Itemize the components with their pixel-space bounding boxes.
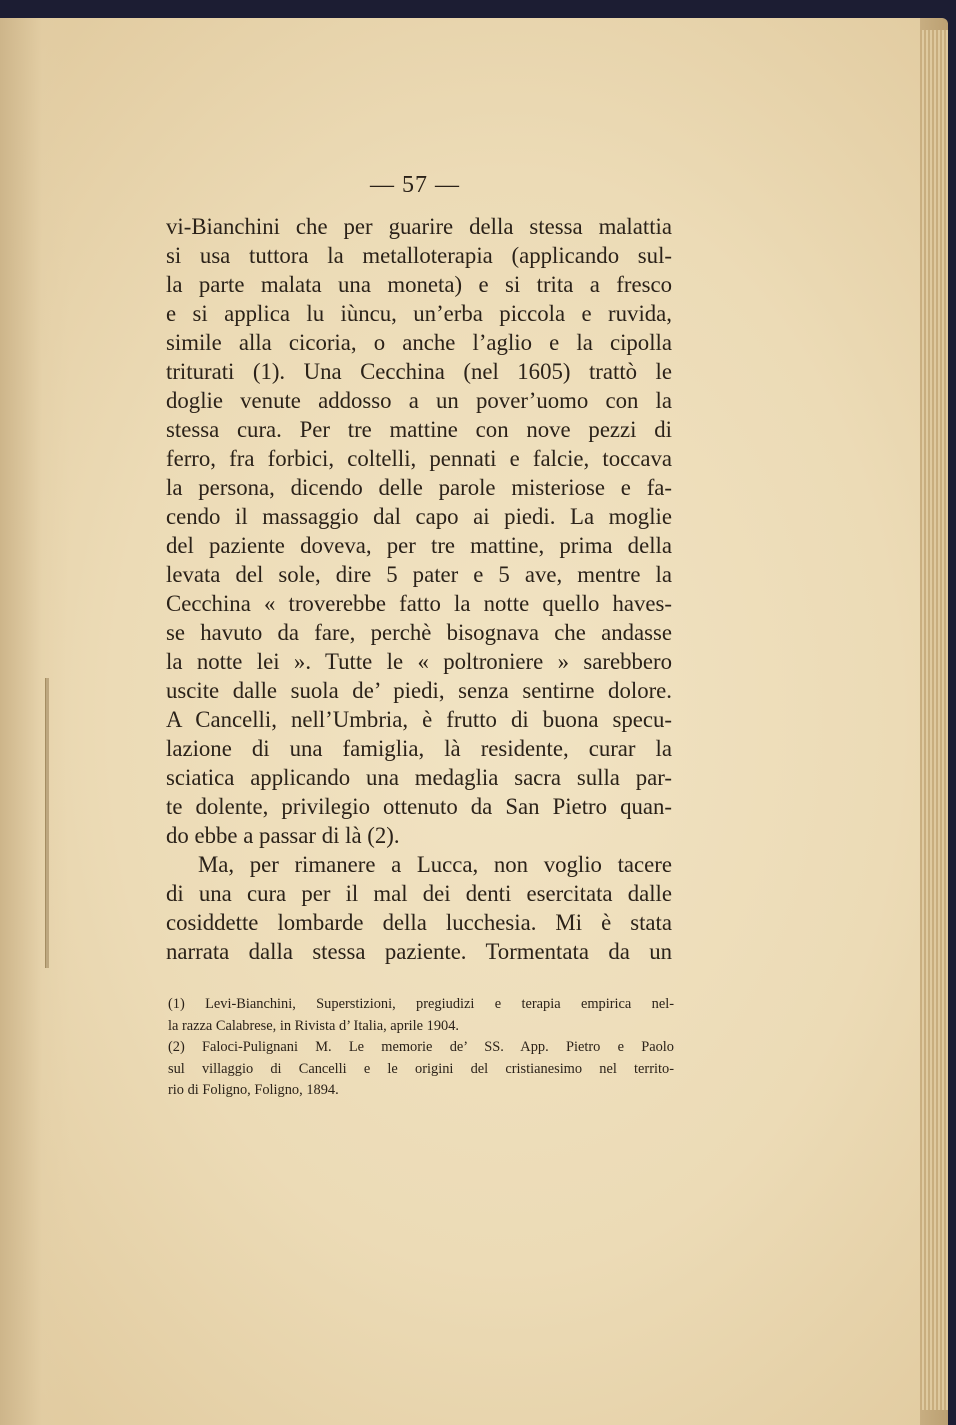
text-line: triturati (1). Una Cecchina (nel 1605) trattò le [166, 359, 672, 384]
text-line: vi-Bianchini che per guarire della stessa malattia [166, 214, 672, 239]
footnote-line: (2) Faloci-Pulignani M. Le memorie de’ SS. App. Pietro e Paolo [168, 1039, 674, 1055]
text-line: uscite dalle suola de’ piedi, senza sentirne dolore. [166, 678, 672, 703]
text-line: simile alla cicoria, o anche l’aglio e la cipolla [166, 330, 672, 355]
text-line: sciatica applicando una medaglia sacra sulla par- [166, 765, 672, 790]
text-line: doglie venute addosso a un pover’uomo con la [166, 388, 672, 413]
text-line: la parte malata una moneta) e si trita a fresco [166, 272, 672, 297]
page-stack [916, 30, 948, 1410]
text-line: la notte lei ». Tutte le « poltroniere » sarebbero [166, 649, 672, 674]
text-line: levata del sole, dire 5 pater e 5 ave, mentre la [166, 562, 672, 587]
footnote-line: (1) Levi-Bianchini, Superstizioni, pregiudizi e terapia empirica nel- [168, 996, 674, 1012]
text-line: lazione di una famiglia, là residente, curar la [166, 736, 672, 761]
text-line: do ebbe a passar di là (2). [166, 823, 400, 848]
page-number: — 57 — [370, 172, 460, 198]
footnote-line: rio di Foligno, Foligno, 1894. [168, 1082, 339, 1098]
binding-thread [45, 678, 49, 968]
text-line: Ma, per rimanere a Lucca, non voglio tacere [198, 852, 672, 877]
page-gutter [0, 18, 70, 1425]
text-line: se havuto da fare, perchè bisognava che andasse [166, 620, 672, 645]
text-line: si usa tuttora la metalloterapia (applicando sul- [166, 243, 672, 268]
text-line: cendo il massaggio dal capo ai piedi. La moglie [166, 504, 672, 529]
text-line: di una cura per il mal dei denti esercitata dalle [166, 881, 672, 906]
footnotes [168, 994, 674, 1102]
text-line: stessa cura. Per tre mattine con nove pezzi di [166, 417, 672, 442]
footnote-line: la razza Calabrese, in Rivista d’ Italia, aprile 1904. [168, 1017, 460, 1034]
text-line: te dolente, privilegio ottenuto da San Pietro quan- [166, 794, 672, 819]
text-line: narrata dalla stessa paziente. Tormentata da un [166, 939, 672, 964]
footnote-line: sul villaggio di Cancelli e le origini del cristianesimo nel territo- [168, 1060, 674, 1077]
text-line: e si applica lu iùncu, un’erba piccola e ruvida, [166, 301, 672, 326]
text-line: ferro, fra forbici, coltelli, pennati e falcie, toccava [166, 446, 672, 471]
text-line: la persona, dicendo delle parole misteriose e fa- [166, 475, 672, 500]
body-text [166, 212, 672, 966]
text-line: Cecchina « troverebbe fatto la notte quello haves- [166, 591, 672, 616]
text-line: A Cancelli, nell’Umbria, è frutto di buona specu- [166, 707, 672, 732]
text-line: cosiddette lombarde della lucchesia. Mi è stata [166, 910, 672, 935]
text-line: del paziente doveva, per tre mattine, prima della [166, 533, 672, 558]
